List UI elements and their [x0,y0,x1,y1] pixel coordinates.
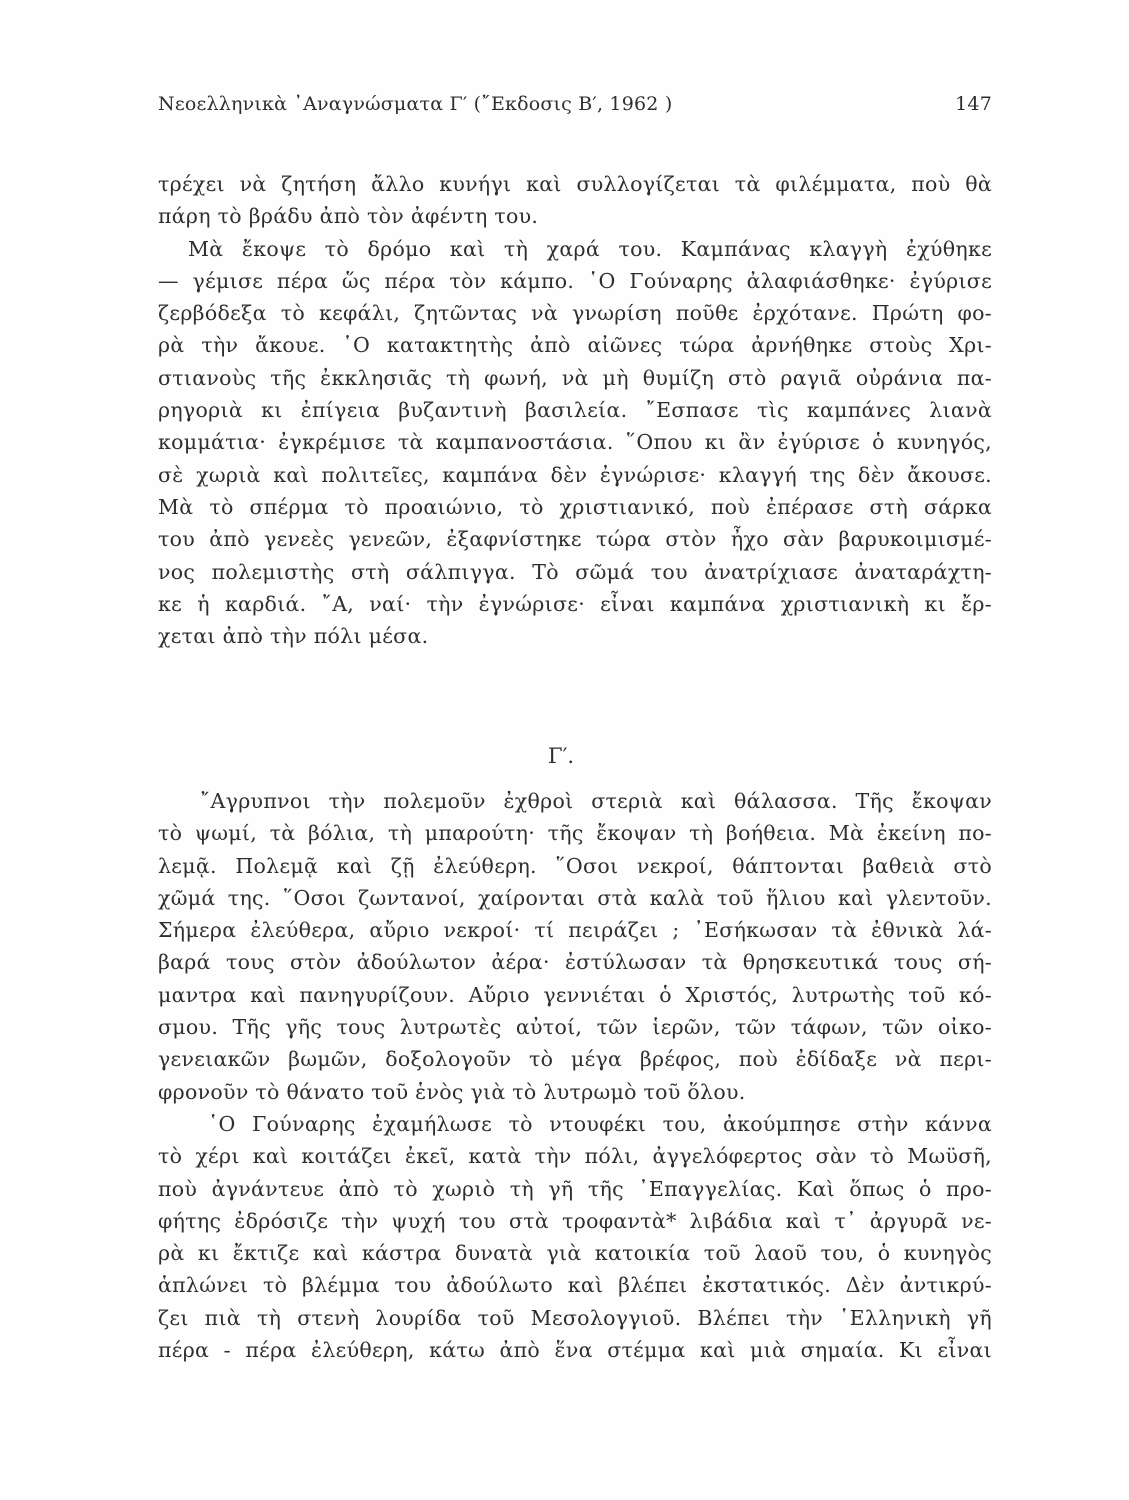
text-line: ποὺ ἀγνάντευε ἀπὸ τὸ χωριὸ τὴ γῆ τῆς ᾿Επαγγελίας. Καὶ ὅπως ὁ προ- [158,1176,992,1201]
text-line: — γέμισε πέρα ὥς πέρα τὸν κάμπο. ῾Ο Γούναρης ἀλαφιάσθηκε· ἐγύρισε [158,268,992,293]
text-line: νος πολεμιστὴς στὴ σάλπιγγα. Τὸ σῶμά του ἀνατρίχιασε ἀναταράχτη- [158,559,992,584]
text-line: ῾Ο Γούναρης ἐχαμήλωσε τὸ ντουφέκι του, ἀκούμπησε στὴν κάννα [208,1111,992,1136]
text-line: βαρά τους στὸν ἀδούλωτον ἀέρα· ἐστύλωσαν τὰ θρησκευτικά τους σή- [158,950,992,975]
text-line: ρὰ κι ἔκτιζε καὶ κάστρα δυνατὰ γιὰ κατοικία τοῦ λαοῦ του, ὁ κυνηγὸς [158,1241,992,1266]
text-line: χῶμά της. ῞Οσοι ζωντανοί, χαίρονται στὰ καλὰ τοῦ ἥλιου καὶ γλεντοῦν. [158,885,992,910]
text-line: τρέχει νὰ ζητήση ἄλλο κυνήγι καὶ συλλογίζεται τὰ φιλέμματα, ποὺ θὰ [158,172,992,196]
section-two-text [158,785,992,1366]
text-line: ζερβόδεξα τὸ κεφάλι, ζητῶντας νὰ γνωρίση ποῦθε ἐρχότανε. Πρώτη φο- [158,301,992,326]
text-line: πάρη τὸ βράδυ ἀπὸ τὸν ἀφέντη του. [158,204,539,229]
text-line: Μὰ τὸ σπέρμα τὸ προαιώνιο, τὸ χριστιανικό, ποὺ ἐπέρασε στὴ σάρκα [158,494,992,519]
text-line: πέρα - πέρα ἐλεύθερη, κάτω ἀπὸ ἕνα στέμμα καὶ μιὰ σημαία. Κι εἶναι [158,1338,992,1363]
text-line: φρονοῦν τὸ θάνατο τοῦ ἑνὸς γιὰ τὸ λυτρωμὸ τοῦ ὅλου. [158,1079,746,1104]
text-line: στιανοὺς τῆς ἐκκλησιᾶς τὴ φωνή, νὰ μὴ θυμίζη στὸ ραγιᾶ οὐράνια πα- [158,365,992,390]
text-line: τὸ χέρι καὶ κοιτάζει ἐκεῖ, κατὰ τὴν πόλι, ἀγγελόφερτος σὰν τὸ Μωϋσῆ, [158,1144,992,1169]
text-line: σμου. Τῆς γῆς τους λυτρωτὲς αὐτοί, τῶν ἱερῶν, τῶν τάφων, τῶν οἰκο- [158,1015,992,1040]
text-line: ἁπλώνει τὸ βλέμμα του ἀδούλωτο καὶ βλέπει ἐκστατικός. Δὲν ἀντικρύ- [158,1273,992,1298]
text-line: κομμάτια· ἐγκρέμισε τὰ καμπανοστάσια. ῞Οπου κι ἂν ἐγύρισε ὁ κυνηγός, [158,430,992,455]
text-line: Σήμερα ἐλεύθερα, αὔριο νεκροί· τί πειράζει ; ᾿Εσήκωσαν τὰ ἐθνικὰ λά- [158,918,992,943]
text-line: λεμᾷ. Πολεμᾷ καὶ ζῇ ἐλεύθερη. ῞Οσοι νεκροί, θάπτονται βαθειὰ στὸ [158,853,992,878]
text-line: κε ἡ καρδιά. ῎Α, ναί· τὴν ἐγνώρισε· εἶναι καμπάνα χριστιανικὴ κι ἔρ- [158,591,992,616]
text-line: φήτης ἐδρόσιζε τὴν ψυχή του στὰ τροφαντὰ* λιβάδια καὶ τ᾿ ἀργυρᾶ νε- [158,1208,992,1233]
section-one-text [158,168,992,652]
page-header [158,93,992,123]
text-line: ρὰ τὴν ἄκουε. ῾Ο κατακτητὴς ἀπὸ αἰῶνες τώρα ἀρνήθηκε στοὺς Χρι- [158,333,992,358]
text-line: χεται ἀπὸ τὴν πόλι μέσα. [158,624,429,649]
text-line: τὸ ψωμί, τὰ βόλια, τὴ μπαρούτη· τῆς ἔκοψαν τὴ βοήθεια. Μὰ ἐκείνη πο- [158,821,992,846]
running-title: Νεοελληνικὰ ᾿Αναγνώσματα Γ′ (῎Εκδοσις Β′, 1962 ) [158,93,673,115]
text-line: του ἀπὸ γενεὲς γενεῶν, ἐξαφνίστηκε τώρα στὸν ἦχο σὰν βαρυκοιμισμέ- [158,527,992,552]
text-line: Μὰ ἔκοψε τὸ δρόμο καὶ τὴ χαρά του. Καμπάνας κλαγγὴ ἐχύθηκε [188,236,992,261]
text-line: ρηγοριὰ κι ἐπίγεια βυζαντινὴ βασιλεία. ῎Εσπασε τὶς καμπάνες λιανὰ [158,398,992,423]
text-line: σὲ χωριὰ καὶ πολιτεῖες, καμπάνα δὲν ἐγνώρισε· κλαγγή της δὲν ἄκουσε. [158,462,992,487]
text-line: μαντρα καὶ πανηγυρίζουν. Αὔριο γεννιέται ὁ Χριστός, λυτρωτὴς τοῦ κό- [158,982,992,1007]
text-line: ζει πιὰ τὴ στενὴ λουρίδα τοῦ Μεσολογγιοῦ. Βλέπει τὴν ῾Ελληνικὴ γῆ [158,1305,992,1330]
text-line: ῎Αγρυπνοι τὴν πολεμοῦν ἐχθροὶ στεριὰ καὶ θάλασσα. Τῆς ἔκοψαν [200,789,992,813]
page-number: 147 [955,93,992,115]
text-line: γενειακῶν βωμῶν, δοξολογοῦν τὸ μέγα βρέφος, ποὺ ἐδίδαξε νὰ περι- [158,1047,992,1072]
section-heading: Γ′. [548,744,575,768]
